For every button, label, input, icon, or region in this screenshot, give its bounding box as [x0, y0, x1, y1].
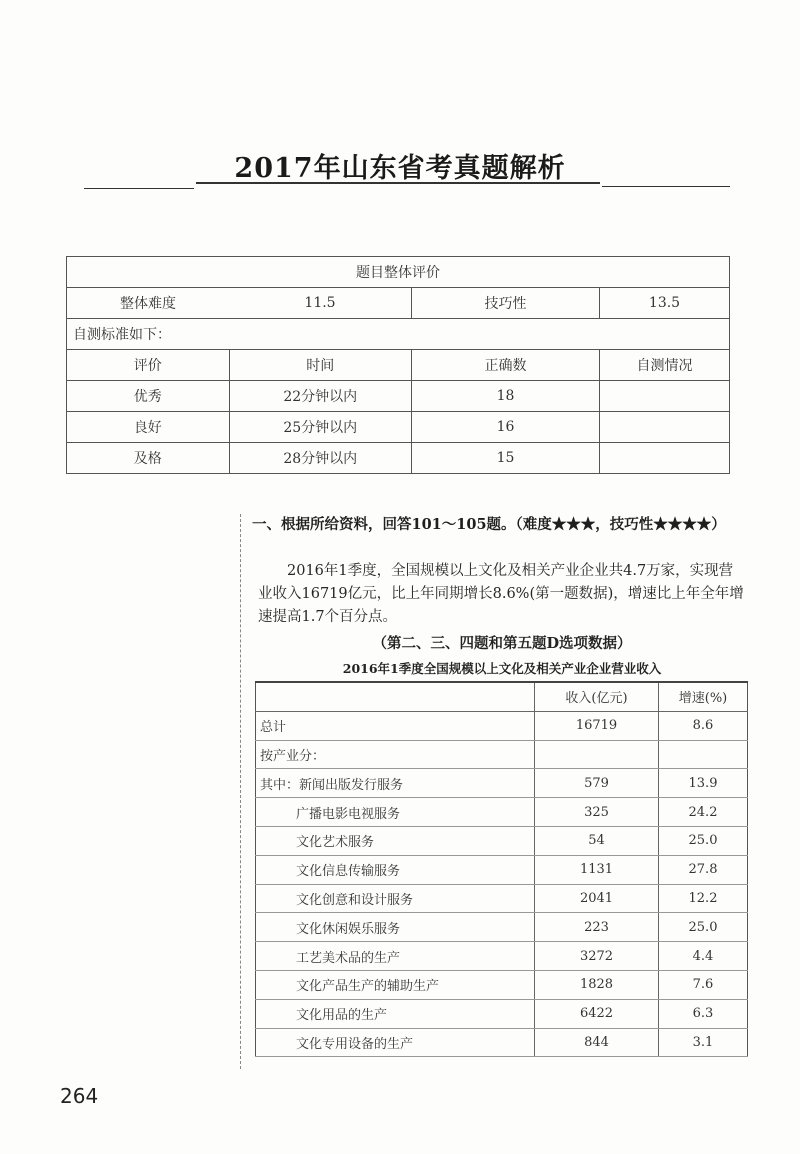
title-underline — [196, 182, 600, 184]
page-title: 2017年山东省考真题解析 — [234, 153, 566, 184]
income-cell: 1131 — [535, 855, 659, 884]
correct-cell: 18 — [412, 381, 600, 412]
table-row — [256, 999, 748, 1028]
category-header — [256, 682, 535, 711]
income-cell: 223 — [535, 913, 659, 942]
growth-cell — [659, 740, 748, 769]
skill-label: 技巧性 — [412, 288, 600, 319]
self-check-cell[interactable] — [600, 443, 730, 474]
col-grade: 评价 — [67, 350, 230, 381]
data-table-title: 2016年1季度全国规模以上文化及相关产业企业营业收入 — [342, 661, 662, 676]
difficulty-value: 11.5 — [229, 288, 412, 319]
category-cell: 按产业分： — [256, 740, 535, 769]
table-row — [256, 884, 748, 913]
evaluation-table — [66, 256, 730, 474]
grade-cell: 良好 — [67, 412, 230, 443]
question-note: （第二、三、四题和第五题D选项数据） — [372, 635, 632, 652]
standard-label: 自测标准如下： — [67, 319, 730, 350]
income-cell — [535, 740, 659, 769]
growth-cell: 6.3 — [659, 999, 748, 1028]
growth-cell: 12.2 — [659, 884, 748, 913]
table-row — [256, 970, 748, 999]
category-cell: 文化专用设备的生产 — [256, 1028, 535, 1057]
income-cell: 16719 — [535, 711, 659, 740]
table-row — [256, 855, 748, 884]
income-header: 收入(亿元) — [535, 682, 659, 711]
income-cell: 579 — [535, 769, 659, 798]
table-row — [256, 826, 748, 855]
growth-cell: 8.6 — [659, 711, 748, 740]
category-cell: 工艺美术品的生产 — [256, 942, 535, 971]
self-check-cell[interactable] — [600, 412, 730, 443]
difficulty-label: 整体难度 — [67, 288, 230, 319]
col-self: 自测情况 — [600, 350, 730, 381]
category-cell: 文化创意和设计服务 — [256, 884, 535, 913]
table-row — [256, 942, 748, 971]
growth-cell: 13.9 — [659, 769, 748, 798]
evaluation-heading: 题目整体评价 — [67, 257, 730, 288]
title-rule-right — [602, 186, 730, 187]
category-cell: 文化产品生产的辅助生产 — [256, 970, 535, 999]
income-cell: 3272 — [535, 942, 659, 971]
growth-cell: 4.4 — [659, 942, 748, 971]
skill-value: 13.5 — [600, 288, 730, 319]
category-cell: 文化用品的生产 — [256, 999, 535, 1028]
evaluation-header-row — [67, 350, 730, 381]
page-number: 264 — [60, 1084, 99, 1108]
growth-cell: 25.0 — [659, 826, 748, 855]
category-cell: 文化信息传输服务 — [256, 855, 535, 884]
income-cell: 1828 — [535, 970, 659, 999]
correct-cell: 16 — [412, 412, 600, 443]
category-cell: 其中：新闻出版发行服务 — [256, 769, 535, 798]
table-row — [256, 711, 748, 740]
income-header-row — [256, 682, 748, 711]
income-cell: 54 — [535, 826, 659, 855]
growth-cell: 25.0 — [659, 913, 748, 942]
growth-cell: 3.1 — [659, 1028, 748, 1057]
growth-cell: 24.2 — [659, 798, 748, 827]
correct-cell: 15 — [412, 443, 600, 474]
time-cell: 22分钟以内 — [229, 381, 412, 412]
question-paragraph: 2016年1季度，全国规模以上文化及相关产业企业共4.7万家，实现营业收入16719亿元，比上年同期增长8.6%(第一题数据)，增速比上年全年增速提高1.7个百分点。 — [258, 563, 744, 625]
grade-cell: 及格 — [67, 443, 230, 474]
growth-cell: 7.6 — [659, 970, 748, 999]
table-row — [256, 769, 748, 798]
table-row — [256, 798, 748, 827]
grade-cell: 优秀 — [67, 381, 230, 412]
category-cell: 文化艺术服务 — [256, 826, 535, 855]
table-row — [67, 412, 730, 443]
category-cell: 广播电影电视服务 — [256, 798, 535, 827]
time-cell: 25分钟以内 — [229, 412, 412, 443]
income-cell: 6422 — [535, 999, 659, 1028]
title-rule-left — [84, 188, 194, 189]
table-row — [67, 381, 730, 412]
table-row — [67, 443, 730, 474]
table-row — [256, 1028, 748, 1057]
growth-cell: 27.8 — [659, 855, 748, 884]
time-cell: 28分钟以内 — [229, 443, 412, 474]
table-row — [256, 913, 748, 942]
category-cell: 文化休闲娱乐服务 — [256, 913, 535, 942]
category-cell: 总计 — [256, 711, 535, 740]
question-heading: 一、根据所给资料，回答101～105题。（难度★★★，技巧性★★★★） — [252, 516, 726, 533]
margin-dotted-line — [240, 514, 241, 1069]
income-table — [255, 681, 748, 1057]
income-cell: 325 — [535, 798, 659, 827]
table-row — [256, 740, 748, 769]
self-check-cell[interactable] — [600, 381, 730, 412]
col-correct: 正确数 — [412, 350, 600, 381]
income-cell: 844 — [535, 1028, 659, 1057]
growth-header: 增速(%) — [659, 682, 748, 711]
col-time: 时间 — [229, 350, 412, 381]
income-cell: 2041 — [535, 884, 659, 913]
